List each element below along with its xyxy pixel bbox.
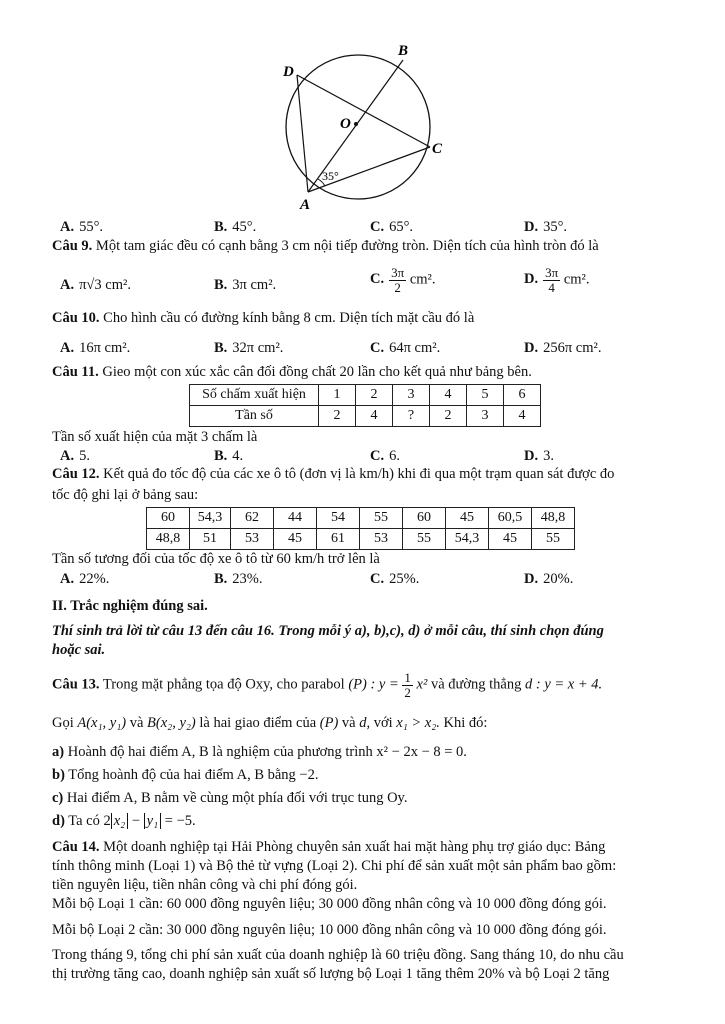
table-cell: 45: [274, 529, 317, 550]
q10-option-c: C. 64π cm².: [370, 340, 441, 356]
section-instruction: Thí sinh trả lời từ câu 13 đến câu 16. Trong mỗi ý a), b),c), d) ở mỗi câu, thí sinh chọn đúng: [52, 623, 604, 639]
q9-option-b: B. 3π cm².: [214, 277, 277, 293]
section-instruction-cont: hoặc sai.: [52, 642, 106, 658]
q12-table: [146, 507, 575, 550]
q12-option-b: B. 23%.: [214, 571, 263, 587]
q9-option-d: D. $\frac{3\pi}{4}$ cm².: [524, 265, 590, 295]
q9-option-a: A. π√3 cm².: [60, 277, 131, 293]
q11-option-d: D. 3.: [524, 448, 554, 464]
table-cell: 54: [317, 508, 360, 529]
section-title: II. Trắc nghiệm đúng sai.: [52, 598, 208, 614]
table-cell: 4: [430, 385, 467, 406]
table-cell: 54,3: [446, 529, 489, 550]
q11-stem: Câu 11. Gieo một con xúc xắc cân đối đồng chất 20 lần cho kết quả như bảng bên.: [52, 364, 532, 380]
q11-option-b: B. 4.: [214, 448, 244, 464]
table-cell: 60: [147, 508, 190, 529]
table-cell: 53: [231, 529, 274, 550]
label-b: B: [398, 43, 409, 59]
q12-option-c: C. 25%.: [370, 571, 420, 587]
q14-line-7: thị trường tăng cao, doanh nghiệp sản xuất số lượng bộ Loại 1 tăng thêm 20% và bộ Loại 2 tăng: [52, 966, 610, 982]
q11-question: Tần số xuất hiện của mặt 3 chấm là: [52, 429, 258, 445]
table-cell: 45: [489, 529, 532, 550]
q14-line-4: Mỗi bộ Loại 1 cần: 60 000 đồng nguyên liệu; 30 000 đồng nhân công và 10 000 đồng đóng gói.: [52, 896, 607, 912]
q9-stem: Câu 9. Một tam giác đều có cạnh bằng 3 cm nội tiếp đường tròn. Diện tích của hình tròn đó là: [52, 238, 599, 254]
table-row: [190, 385, 541, 406]
q12-stem-cont: tốc độ ghi lại ở bảng sau:: [52, 487, 199, 503]
table-cell: 53: [360, 529, 403, 550]
table-cell: Tần số: [190, 406, 319, 427]
q14-line-3: tiền nguyên liệu, tiền nhân công và chi phí đóng gói.: [52, 877, 358, 893]
q13-statement-d: d) Ta có 2 x₂ − y₁ = −5.: [52, 813, 196, 829]
q13-stem-cont: Gọi A(x₁, y₁) và B(x₂, y₂) là hai giao điểm của (P) và d, với x₁ > x₂. Khi đó:: [52, 715, 488, 731]
q12-option-d: D. 20%.: [524, 571, 574, 587]
q13-statement-c: c) Hai điểm A, B nằm về cùng một phía đối với trục tung Oy.: [52, 790, 408, 806]
label-c: C: [432, 141, 443, 157]
q10-option-a: A. 16π cm².: [60, 340, 131, 356]
table-cell: 45: [446, 508, 489, 529]
table-cell: 61: [317, 529, 360, 550]
table-cell: Số chấm xuất hiện: [190, 385, 319, 406]
table-cell: 60,5: [489, 508, 532, 529]
q8-option-d: D. 35°.: [524, 219, 568, 235]
q14-line-2: tính thông minh (Loại 1) và Bộ thẻ từ vựng (Loại 2). Chi phí để sản xuất một sản phẩm bao gồm:: [52, 858, 617, 874]
q11-option-c: C. 6.: [370, 448, 400, 464]
segment-ad: [297, 75, 308, 192]
table-cell: 6: [504, 385, 541, 406]
table-cell: 3: [467, 406, 504, 427]
table-cell: 2: [319, 406, 356, 427]
table-cell: 55: [532, 529, 575, 550]
table-row: [147, 508, 575, 529]
q14-line-6: Trong tháng 9, tổng chi phí sản xuất của doanh nghiệp là 60 triệu đồng. Sang tháng 10, do nhu cầu: [52, 947, 624, 963]
table-cell: 48,8: [147, 529, 190, 550]
circle: [286, 55, 430, 199]
table-row: [147, 529, 575, 550]
table-cell: 4: [356, 406, 393, 427]
q10-option-b: B. 32π cm².: [214, 340, 284, 356]
table-cell: 2: [356, 385, 393, 406]
q8-option-b: B. 45°.: [214, 219, 257, 235]
table-cell: 51: [190, 529, 231, 550]
center-point: [354, 122, 358, 126]
q12-option-a: A. 22%.: [60, 571, 110, 587]
q12-stem: Câu 12. Kết quả đo tốc độ của các xe ô tô (đơn vị là km/h) khi đi qua một trạm quan sát được đo: [52, 466, 615, 482]
table-cell: 48,8: [532, 508, 575, 529]
table-cell: ?: [393, 406, 430, 427]
table-cell: 60: [403, 508, 446, 529]
q9-option-c: C. $\frac{3\pi}{2}$ cm².: [370, 265, 436, 295]
circle-figure: [270, 40, 450, 215]
q13-stem: Câu 13. Trong mặt phẳng tọa độ Oxy, cho parabol (P) : y = $\frac{1}{2}$ x² và đường thẳng d : y = x + 4.: [52, 670, 603, 700]
q10-stem: Câu 10. Cho hình cầu có đường kính bằng 8 cm. Diện tích mặt cầu đó là: [52, 310, 475, 326]
q11-option-a: A. 5.: [60, 448, 90, 464]
segment-dc: [297, 75, 430, 147]
table-cell: 44: [274, 508, 317, 529]
table-cell: 54,3: [190, 508, 231, 529]
table-cell: 1: [319, 385, 356, 406]
table-cell: 2: [430, 406, 467, 427]
table-cell: 3: [393, 385, 430, 406]
label-o: O: [340, 116, 351, 132]
q8-option-c: C. 65°.: [370, 219, 414, 235]
q13-statement-a: a) Hoành độ hai điểm A, B là nghiệm của phương trình x² − 2x − 8 = 0.: [52, 744, 467, 760]
q12-question: Tần số tương đối của tốc độ xe ô tô từ 60 km/h trở lên là: [52, 551, 380, 567]
q14-line-1: Câu 14. Một doanh nghiệp tại Hải Phòng chuyên sản xuất hai mặt hàng phụ trợ giáo dục: Bảng: [52, 839, 606, 855]
table-cell: 5: [467, 385, 504, 406]
table-cell: 55: [360, 508, 403, 529]
table-cell: 4: [504, 406, 541, 427]
q11-table: [189, 384, 541, 427]
label-a: A: [300, 197, 311, 213]
table-cell: 62: [231, 508, 274, 529]
angle-label: 35°: [322, 169, 339, 183]
q8-option-a: A. 55°.: [60, 219, 104, 235]
table-row: [190, 406, 541, 427]
q14-line-5: Mỗi bộ Loại 2 cần: 30 000 đồng nguyên liệu; 10 000 đồng nhân công và 10 000 đồng đóng gói.: [52, 922, 607, 938]
q13-statement-b: b) Tổng hoành độ của hai điểm A, B bằng −2.: [52, 767, 319, 783]
q10-option-d: D. 256π cm².: [524, 340, 602, 356]
label-d: D: [283, 64, 294, 80]
table-cell: 55: [403, 529, 446, 550]
